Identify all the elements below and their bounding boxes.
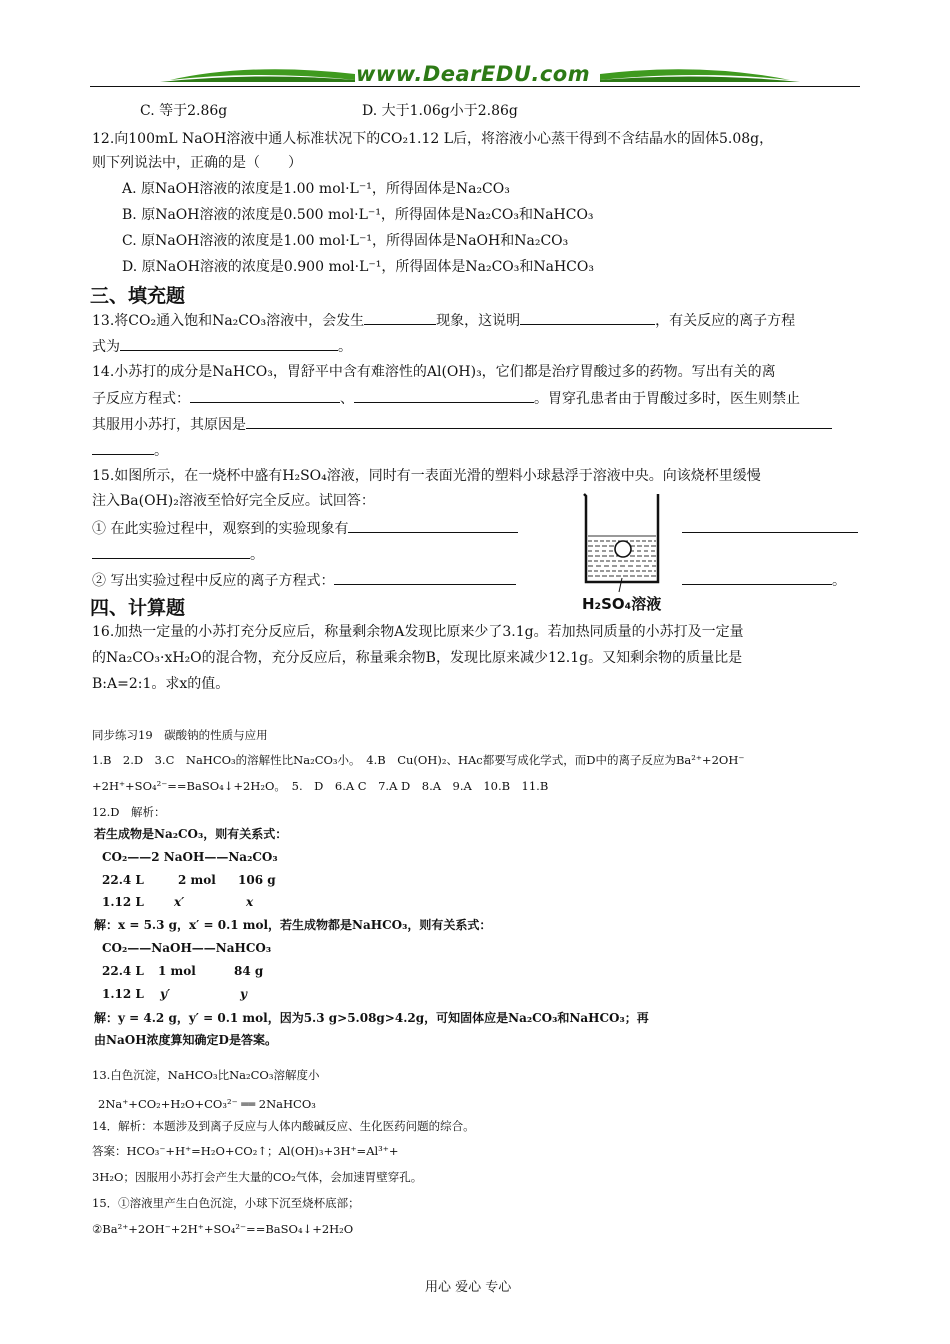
q15-blank-1[interactable] [348, 518, 518, 533]
q15-blank-2[interactable] [682, 518, 858, 533]
q14-text-d: 其服用小苏打，其原因是 [92, 417, 246, 433]
q15-line5 [92, 570, 516, 591]
q15-line2: 注入Ba(OH)₂溶液至恰好完全反应。试回答： [92, 493, 375, 509]
header-rule [90, 86, 860, 87]
solution-line4-c: x [246, 895, 254, 909]
q13-text-4: 式为 [92, 339, 120, 355]
solution-line6: CO₂——NaOH——NaHCO₃ [102, 941, 272, 955]
solution-line8-c: y [240, 987, 247, 1001]
answer-15-b: ②Ba²⁺+2OH⁻+2H⁺+SO₄²⁻==BaSO₄↓+2H₂O [92, 1222, 354, 1236]
solution-line5: 解：x = 5.3 g，x′ = 0.1 mol，若生成物都是NaHCO₃，则有关系式： [94, 918, 492, 932]
q14-text-a: 子反应方程式： [92, 391, 190, 407]
q13-blank-3[interactable] [120, 336, 338, 351]
q11-option-d: D. 大于1.06g小于2.86g [362, 103, 518, 119]
solution-line4-a: 1.12 L [102, 895, 144, 909]
q13-text-3: ，有关反应的离子方程 [655, 313, 796, 329]
q16-line1: 16.加热一定量的小苏打充分反应后，称量剩余物A发现比原来少了3.1g。若加热同质量的小苏打及一定量 [92, 624, 744, 640]
answer-14-c: 3H₂O；因服用小苏打会产生大量的CO₂气体，会加速胃壁穿孔。 [92, 1170, 423, 1184]
q14-text-b: 、 [340, 391, 354, 407]
q16-line2: 的Na₂CO₃·xH₂O的混合物，充分反应后，称量乘余物B，发现比原来减少12.1g。又知剩余物的质量比是 [92, 650, 743, 666]
solution-line7-b: 1 mol [158, 964, 196, 978]
q15-text-a: ① 在此实验过程中，观察到的实验现象有 [92, 521, 349, 537]
solution-line1: 若生成物是Na₂CO₃，则有关系式： [94, 827, 288, 841]
q15-text-b: 。 [250, 547, 264, 563]
q12-stem-cont: 则下列说法中，正确的是（ ） [92, 155, 302, 171]
q15-line1: 15.如图所示，在一烧杯中盛有H₂SO₄溶液，同时有一表面光滑的塑料小球悬浮于溶液中央。向该烧杯里缓慢 [92, 468, 761, 484]
q14-blank-1[interactable] [190, 388, 340, 403]
q14-line3 [92, 414, 832, 435]
solution-line3-a: 22.4 L [102, 873, 144, 887]
q12-option-b: B. 原NaOH溶液的浓度是0.500 mol·L⁻¹，所得固体是Na₂CO₃和NaHCO₃ [122, 207, 594, 223]
q13-blank-1[interactable] [364, 310, 436, 325]
solution-line10: 由NaOH浓度算知确定D是答案。 [94, 1033, 277, 1047]
solution-line3-c: 106 g [238, 873, 276, 887]
q15-line5-end [682, 570, 846, 591]
q14-blank-2[interactable] [354, 388, 534, 403]
q15-text-d: 。 [832, 573, 846, 589]
q13-blank-2[interactable] [520, 310, 655, 325]
solution-line2: CO₂——2 NaOH——Na₂CO₃ [102, 850, 278, 864]
q15-blank-3[interactable] [92, 544, 250, 559]
answers-line1: 1.B 2.D 3.C NaHCO₃的溶解性比Na₂CO₃小。 4.B Cu(OH)₂、HAc都要写成化学式，而D中的离子反应为Ba²⁺+2OH⁻ [92, 753, 745, 767]
beaker-diagram [572, 490, 672, 610]
q14-line4 [92, 440, 168, 461]
q12-option-c: C. 原NaOH溶液的浓度是1.00 mol·L⁻¹，所得固体是NaOH和Na₂CO₃ [122, 233, 569, 249]
answer-13-equation: 2Na⁺+CO₂+H₂O+CO₃²⁻ ══ 2NaHCO₃ [98, 1097, 316, 1111]
solution-line3-b: 2 mol [178, 873, 216, 887]
q14-blank-4[interactable] [92, 440, 154, 455]
answer-13: 13.白色沉淀，NaHCO₃比Na₂CO₃溶解度小 [92, 1068, 320, 1082]
q15-line3 [92, 518, 518, 539]
solution-line7-a: 22.4 L [102, 964, 144, 978]
q13-text-2: 现象，这说明 [436, 313, 521, 329]
section-heading-fill-in: 三、填充题 [90, 285, 186, 307]
page-footer: 用心 爱心 专心 [425, 1280, 512, 1295]
q12-option-a: A. 原NaOH溶液的浓度是1.00 mol·L⁻¹，所得固体是Na₂CO₃ [122, 181, 510, 197]
answers-line3: 12.D 解析： [92, 805, 166, 819]
solution-line8-b: y′ [160, 987, 171, 1001]
answer-15: 15．①溶液里产生白色沉淀，小球下沉至烧杯底部； [92, 1196, 360, 1210]
q15-blank-5[interactable] [682, 570, 832, 585]
q13-line2 [92, 336, 352, 357]
solution-line8-a: 1.12 L [102, 987, 144, 1001]
beaker-label: H₂SO₄溶液 [582, 595, 662, 613]
solution-line9: 解：y = 4.2 g，y′ = 0.1 mol，因为5.3 g>5.08g>4.2g，可知固体应是Na₂CO₃和NaHCO₃；再 [94, 1011, 649, 1025]
q12-option-d: D. 原NaOH溶液的浓度是0.900 mol·L⁻¹，所得固体是Na₂CO₃和NaHCO₃ [122, 259, 594, 275]
q16-line3: B:A=2:1。求x的值。 [92, 676, 230, 692]
q14-blank-3[interactable] [246, 414, 832, 429]
q12-stem: 12.向100mL NaOH溶液中通人标准状况下的CO₂1.12 L后，将溶液小心蒸干得到不含结晶水的固体5.08g， [92, 131, 774, 147]
answer-14-b: 答案：HCO₃⁻+H⁺=H₂O+CO₂↑；Al(OH)₃+3H⁺=Al³⁺+ [92, 1144, 399, 1158]
q14-text-c: 。胃穿孔患者由于胃酸过多时，医生则禁止 [534, 391, 800, 407]
q15-line4 [92, 544, 264, 565]
answer-14: 14．解析：本题涉及到离子反应与人体内酸碱反应、生化医药问题的综合。 [92, 1119, 475, 1133]
solution-line7-c: 84 g [234, 964, 264, 978]
q14-line1: 14.小苏打的成分是NaHCO₃，胃舒平中含有难溶性的Al(OH)₃，它们都是治疗胃酸过多的药物。写出有关的离 [92, 364, 776, 380]
answers-title: 同步练习19 碳酸钠的性质与应用 [92, 728, 268, 742]
site-logo[interactable]: www.DearEDU.com [356, 62, 591, 86]
section-heading-calculation: 四、计算题 [90, 597, 186, 619]
q13-text-1: 13.将CO₂通入饱和Na₂CO₃溶液中，会发生 [92, 313, 365, 329]
q13-line1 [92, 310, 795, 331]
q15-text-c: ② 写出实验过程中反应的离子方程式： [92, 573, 335, 589]
answers-line2: +2H⁺+SO₄²⁻==BaSO₄↓+2H₂O。 5. D 6.A C 7.A D 8.A 9.A 10.B 11.B [92, 779, 549, 793]
q11-option-c: C. 等于2.86g [140, 103, 228, 119]
q13-text-5: 。 [338, 339, 352, 355]
q14-text-e: 。 [154, 443, 168, 459]
q15-blank-4[interactable] [334, 570, 516, 585]
solution-line4-b: x′ [174, 895, 185, 909]
q14-line2 [92, 388, 800, 409]
q15-blank-2-wrap [682, 518, 858, 539]
